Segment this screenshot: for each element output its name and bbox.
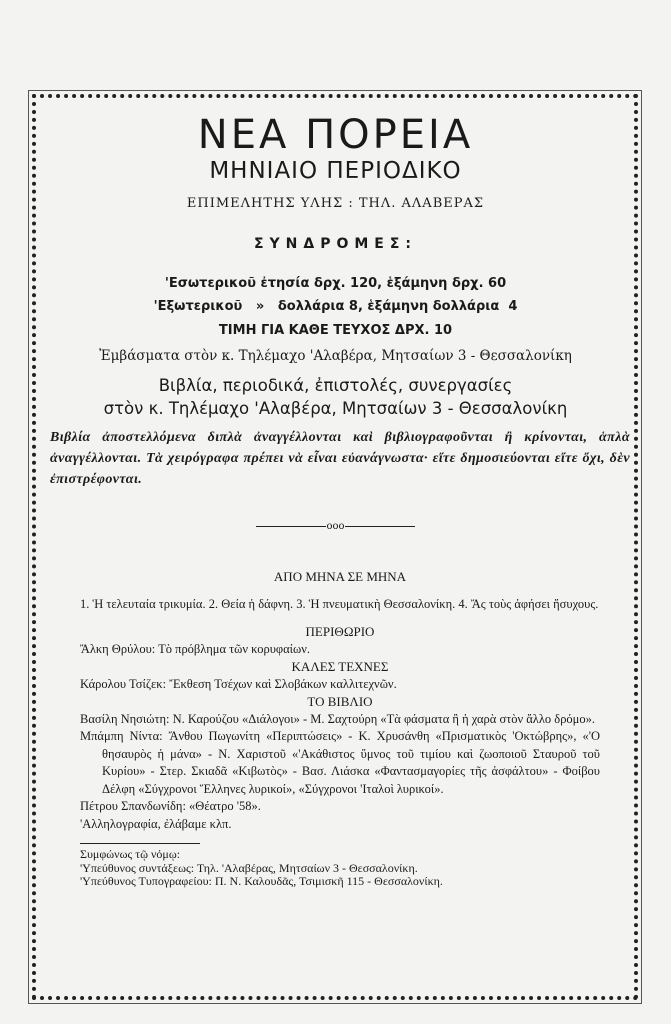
- subscriptions-heading: ΣΥΝΔΡΟΜΕΣ:: [253, 236, 418, 252]
- list-item: 'Αλληλογραφία, ἐλάβαμε κλπ.: [80, 816, 232, 831]
- domestic-rate: 'Εσωτερικοῦ ἐτησία δρχ. 120, ἑξάμηνη δρχ. 60: [164, 276, 507, 291]
- list-item: 1. Ἡ τελευταία τρικυμία. 2. Θεία ἡ δάφνη. 3. Ἡ πνευματικὴ Θεσσαλονίκη. 4. Ἄς τοὺς ἀφήσει ἥσυχους.: [80, 596, 599, 611]
- correspondence-address: [0, 374, 671, 420]
- list-item: Πέτρου Σπανδωνίδη: «Θέατρο '58».: [80, 799, 261, 813]
- magazine-subtitle: ΜΗΝΙΑΙΟ ΠΕΡΙΟΔΙΚΟ: [209, 158, 462, 184]
- books-line-1: Βιβλία, περιοδικά, ἐπιστολές, συνεργασίες: [158, 376, 513, 395]
- issue-price: ΤΙΜΗ ΓΙΑ ΚΑΘΕ ΤΕΥΧΟΣ ΔΡΧ. 10: [218, 323, 453, 338]
- imprint-editor: 'Υπεύθυνος συντάξεως: Τηλ. 'Αλαβέρας, Μητσαίων 3 - Θεσσαλονίκη.: [80, 860, 418, 875]
- list-item: Μπάμπη Νίντα: Ἄνθου Πωγωνίτη «Περιπτώσεις» - Κ. Χρυσάνθη «Πρισματικὸς 'Οκτώβρης», «'Ο θησαυρὸς ἡ μάνα» - Ν. Χαριστοῦ «'Ακάθιστος ὕμνος τοῦ τιμίου καὶ ζωοποιοῦ Σταυροῦ τοῦ Κυρίου» - Στερ. Σκιαδᾶ «Κιβωτὸς» - Βασ. Λιάσκα «Φαντασμαγορίες τῆς ἀσφάλτου» - Φοίβου Δέλφη «Σύγχρονοι Ἕλληνες λυρικοί», «Σύγχρονοι 'Ιταλοὶ λυρικοί».: [80, 729, 600, 796]
- list-item: Κάρολου Τσίζεκ: Ἔκθεση Τσέχων καὶ Σλοβάκων καλλιτεχνῶν.: [80, 676, 397, 691]
- foreign-rate: 'Εξωτερικοῦ » δολλάρια 8, ἑξάμηνη δολλάρια 4: [153, 299, 518, 314]
- remittances-line: Ἐμβάσματα στὸν κ. Τηλέμαχο 'Αλαβέρα, Μητσαίων 3 - Θεσσαλονίκη: [99, 348, 572, 364]
- section-title: ΑΠΟ ΜΗΝΑ ΣΕ ΜΗΝΑ: [273, 569, 407, 584]
- subscription-rates: [0, 272, 671, 318]
- magazine-title: ΝΕΑ ΠΟΡΕΙΑ: [197, 112, 474, 158]
- editor-line: ΕΠΙΜΕΛΗΤΗΣ ΥΛΗΣ : ΤΗΛ. ΑΛΑΒΕΡΑΣ: [186, 196, 485, 211]
- list-item: Ἄλκη Θρύλου: Τὸ πρόβλημα τῶν κορυφαίων.: [80, 641, 311, 656]
- divider-mark: ooo: [326, 521, 345, 532]
- table-of-contents: [80, 568, 600, 889]
- section-title: ΚΑΛΕΣ ΤΕΧΝΕΣ: [291, 659, 389, 674]
- section-divider: [0, 521, 671, 532]
- books-line-2: στὸν κ. Τηλέμαχο 'Αλαβέρα, Μητσαίων 3 - Θεσσαλονίκη: [103, 399, 568, 418]
- footer-rule: [80, 843, 200, 844]
- section-title: ΠΕΡΙΘΩΡΙΟ: [305, 624, 375, 639]
- submission-notice: Βιβλία ἀποστελλόμενα διπλὰ ἀναγγέλλονται καὶ βιβλιογραφοῦνται ἢ κρίνονται, ἁπλὰ ἀναγγέλλονται. Τὰ χειρόγραφα πρέπει νὰ εἶναι εὐανάγνωστα· εἴτε δημοσιεύονται εἴτε ὄχι, δὲν ἐπιστρέφονται.: [50, 430, 630, 487]
- list-item: Βασίλη Νησιώτη: Ν. Καρούζου «Διάλογοι» - Μ. Σαχτούρη «Τὰ φάσματα ἢ ἡ χαρὰ στὸν ἄλλο δρόμο».: [80, 711, 596, 726]
- imprint-printer: 'Υπεύθυνος Τυπογραφείου: Π. Ν. Καλουδᾶς, Τσιμισκῆ 115 - Θεσσαλονίκη.: [80, 874, 443, 888]
- imprint: [80, 848, 600, 889]
- imprint-law: Συμφώνως τῷ νόμῳ:: [80, 847, 181, 861]
- section-title: ΤΟ ΒΙΒΛΙΟ: [307, 694, 373, 709]
